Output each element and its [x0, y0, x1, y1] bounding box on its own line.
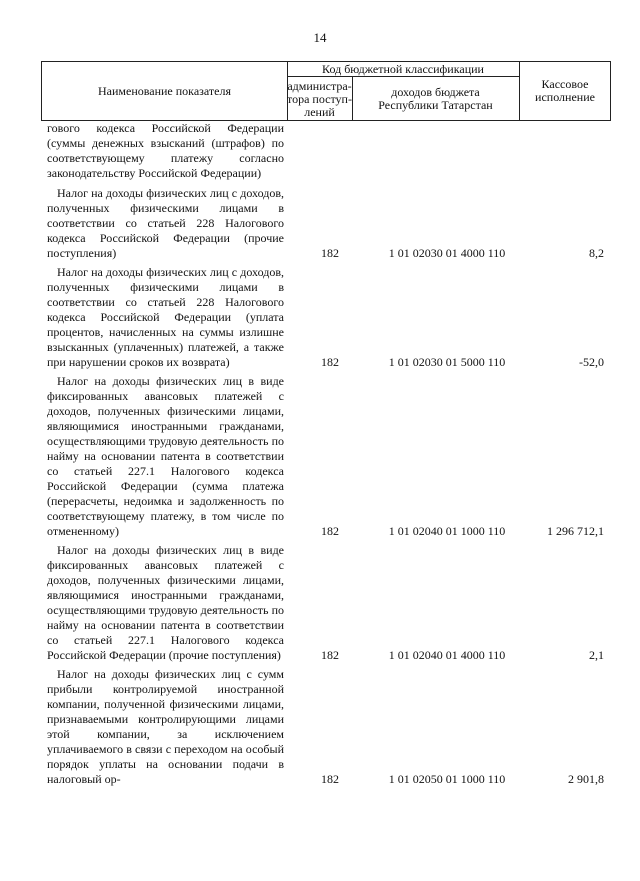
indicator-name: Налог на доходы физических лиц с сумм прибыли контролируемой иностранной компании, полученной физическими лицами, признаваемыми контролирующими лицами этой компании, за исключением уплачиваемого в связи с переходом на особый порядок уплаты на основании подачи в налоговый ор- — [47, 667, 284, 786]
indicator-name: Налог на доходы физических лиц с доходов, полученных физическими лицами в соответствии со статьей 228 Налогового кодекса Российской Федерации (прочие поступления) — [47, 186, 284, 260]
budget-code: 1 01 02050 01 1000 110 — [388, 772, 506, 786]
header-admin-line: администра- — [287, 78, 352, 93]
admin-code: 182 — [321, 246, 339, 260]
table-body — [47, 121, 607, 787]
table-row — [47, 121, 607, 181]
admin-code: 182 — [321, 772, 339, 786]
indicator-name: гового кодекса Российской Федерации (суммы денежных взысканий (штрафов) по соответствующему платежу согласно законодательству Российской Федерации) — [47, 121, 284, 180]
cash-execution: 1 296 712,1 — [547, 524, 604, 538]
header-execution-column — [519, 62, 611, 120]
table-row — [47, 543, 607, 663]
cash-execution: 2 901,8 — [568, 772, 604, 786]
table-row — [47, 265, 607, 370]
page-number: 14 — [313, 30, 327, 45]
admin-code: 182 — [321, 524, 339, 538]
header-admin-line: тора поступ- — [287, 91, 352, 106]
indicator-name: Налог на доходы физических лиц в виде фиксированных авансовых платежей с доходов, полученных физическими лицами, являющимися иностранными гражданами, осуществляющими трудовую деятельность по найму на основании патента в соответствии со статьей 227.1 Налогового кодекса Российской Федерации (прочие поступления) — [47, 543, 284, 662]
indicator-name: Налог на доходы физических лиц в виде фиксированных авансовых платежей с доходов, полученных физическими лицами, являющимися иностранными гражданами, осуществляющими трудовую деятельность по найму на основании патента в соответствии со статьей 227.1 Налогового кодекса Российской Федерации (сумма платежа (перерасчеты, недоимка и задолженность по соответствующему платежу, в том числе по отмененному) — [47, 374, 284, 538]
header-code-group: Код бюджетной классификации — [322, 61, 484, 76]
header-admin-column — [287, 77, 352, 121]
header-execution-line: Кассовое — [541, 77, 589, 91]
header-admin-line: лений — [304, 104, 335, 119]
header-income-line: доходов бюджета — [391, 85, 480, 99]
cash-execution: 8,2 — [589, 246, 604, 260]
table-row — [47, 667, 607, 787]
header-income-column — [352, 77, 519, 121]
cash-execution: 2,1 — [589, 648, 604, 662]
cash-execution: -52,0 — [579, 355, 604, 369]
admin-code: 182 — [321, 355, 339, 369]
budget-code: 1 01 02030 01 4000 110 — [388, 246, 506, 260]
indicator-name: Налог на доходы физических лиц с доходов, полученных физическими лицами в соответствии со статьей 228 Налогового кодекса Российской Федерации (уплата процентов, начисленных на суммы излишне взысканных (уплаченных) платежей, а также при нарушении сроков их возврата) — [47, 265, 284, 369]
table-row — [47, 374, 607, 539]
budget-code: 1 01 02040 01 4000 110 — [388, 648, 506, 662]
header-name-column: Наименование показателя — [98, 83, 231, 98]
header-execution-line: исполнение — [535, 90, 595, 104]
table-header — [41, 61, 611, 121]
table-row — [47, 186, 607, 261]
admin-code: 182 — [321, 648, 339, 662]
budget-code: 1 01 02030 01 5000 110 — [388, 355, 506, 369]
budget-code: 1 01 02040 01 1000 110 — [388, 524, 506, 538]
header-income-line: Республики Татарстан — [378, 98, 493, 112]
